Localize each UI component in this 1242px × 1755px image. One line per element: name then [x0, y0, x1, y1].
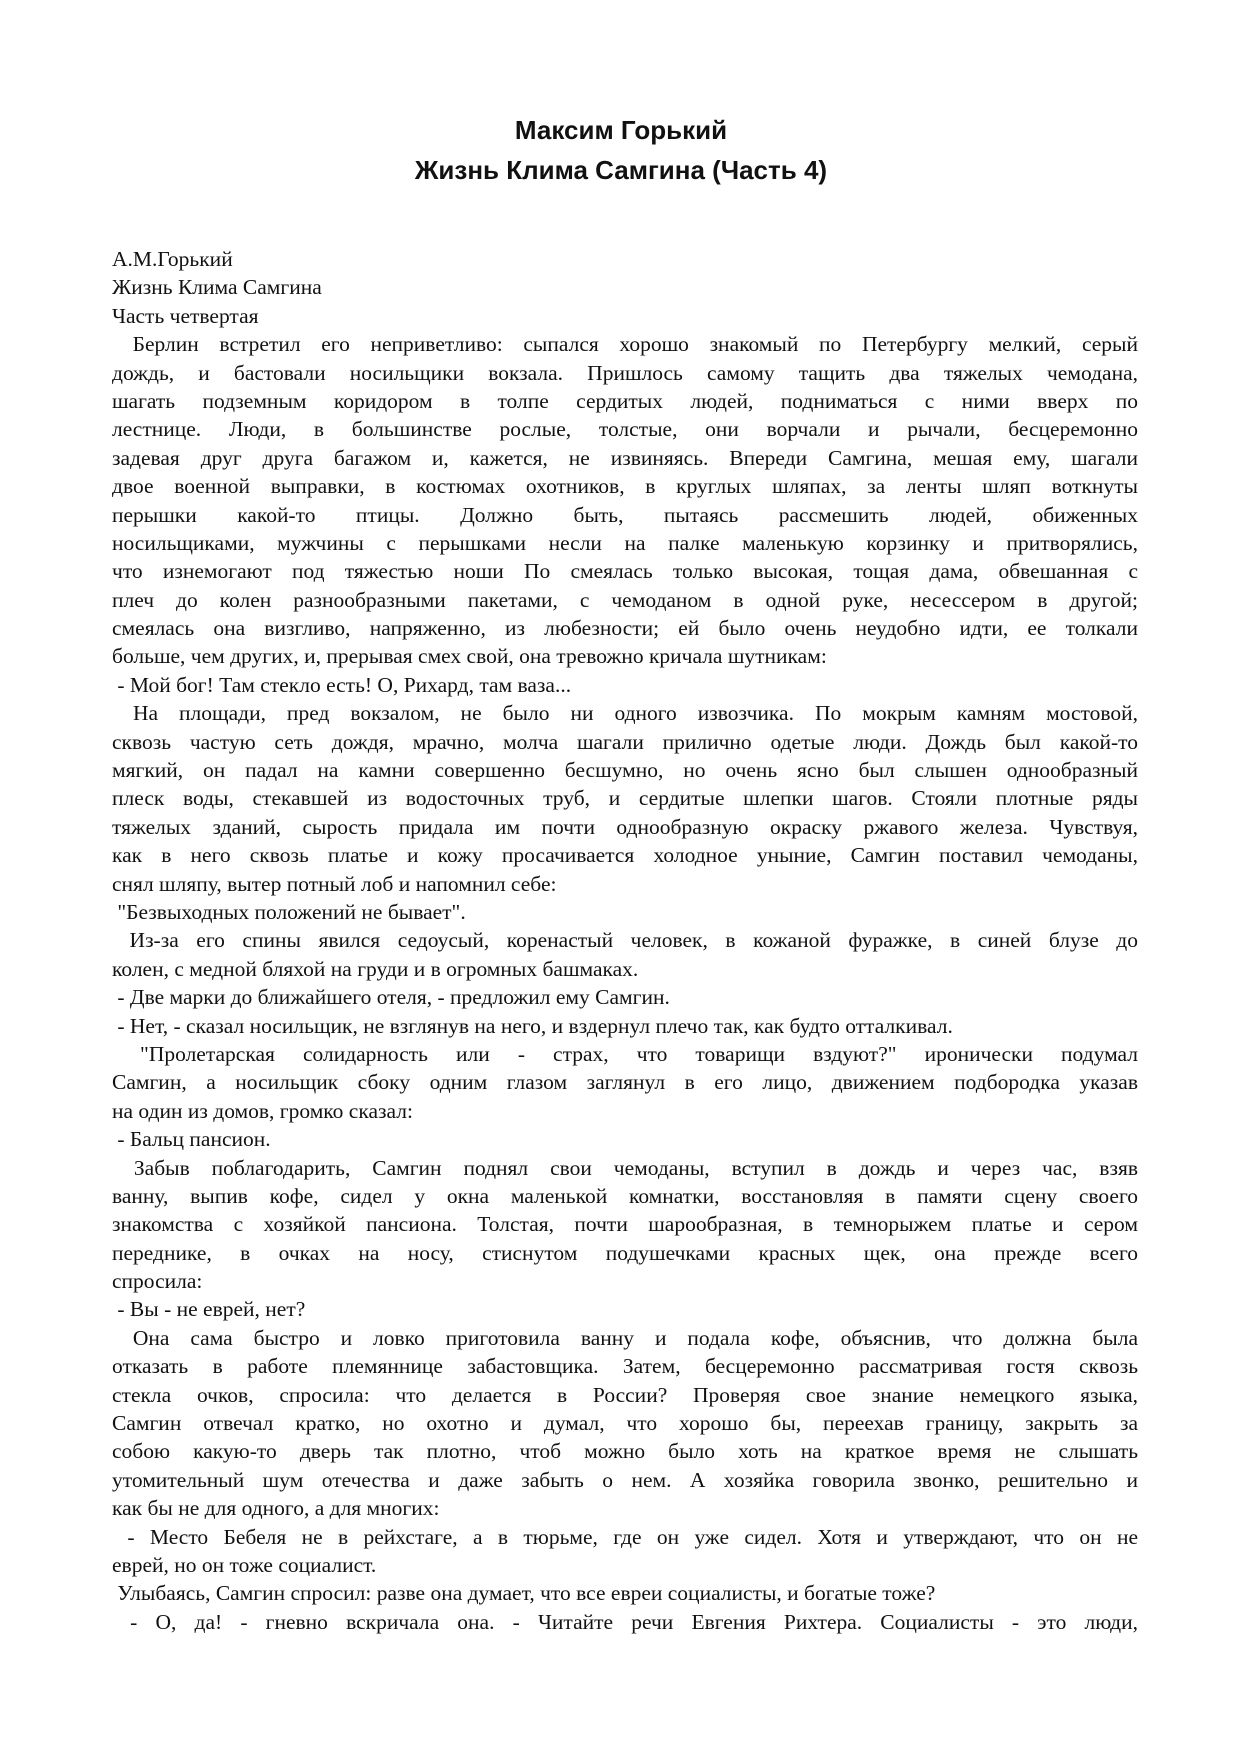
- text-line: Жизнь Клима Самгина: [112, 275, 322, 300]
- text-line: "Безвыходных положений не бывает".: [112, 899, 466, 924]
- text-line: Берлин встретил его неприветливо: сыпался хорошо знакомый по Петербургу мелкий, серый: [112, 332, 1138, 357]
- text-line: колен, с медной бляхой на груди и в огромных башмаках.: [112, 956, 639, 981]
- text-line: смеялась она визгливо, напряженно, из любезности; ей было очень неудобно идти, ее толкали: [112, 616, 1138, 641]
- text-line: перышки какой-то птицы. Должно быть, пытаясь рассмешить людей, обиженных: [112, 502, 1138, 527]
- text-line: - Вы - не еврей, нет?: [112, 1297, 306, 1322]
- text-line: тяжелых зданий, сырость придала им почти однообразную окраску ржавого железа. Чувствуя,: [112, 814, 1138, 839]
- text-line: как бы не для одного, а для многих:: [112, 1496, 440, 1521]
- text-line: Из-за его спины явился седоусый, коренастый человек, в кожаной фуражке, в синей блузе до: [112, 928, 1138, 953]
- text-line: что изнемогают под тяжестью ноши По смеялась только высокая, тощая дама, обвешанная с: [112, 559, 1138, 584]
- text-line: переднике, в очках на носу, стиснутом подушечками красных щек, она прежде всего: [112, 1240, 1138, 1265]
- text-line: еврей, но он тоже социалист.: [112, 1552, 377, 1577]
- text-line: Самгин, а носильщик сбоку одним глазом заглянул в его лицо, движением подбородка указав: [112, 1070, 1138, 1095]
- text-line: плеск воды, стекавшей из водосточных труб, и сердитые шлепки шагов. Стояли плотные ряды: [112, 786, 1138, 811]
- text-line: на один из домов, громко сказал:: [112, 1098, 413, 1123]
- text-line: мягкий, он падал на камни совершенно бесшумно, но очень ясно был слышен однообразный: [112, 758, 1138, 783]
- text-line: сквозь частую сеть дождя, мрачно, молча шагали прилично одетые люди. Дождь был какой-то: [112, 729, 1138, 754]
- text-line: собою какую-то дверь так плотно, чтоб можно было хоть на краткое время не слышать: [112, 1439, 1138, 1464]
- text-line: - Место Бебеля не в рейхстаге, а в тюрьме, где он уже сидел. Хотя и утверждают, что он не: [112, 1524, 1138, 1549]
- text-line: - Мой бог! Там стекло есть! О, Рихард, там ваза...: [112, 672, 572, 697]
- text-line: Самгин отвечал кратко, но охотно и думал, что хорошо бы, переехав границу, закрыть за: [112, 1411, 1138, 1436]
- text-line: А.М.Горький: [112, 247, 233, 271]
- text-line: Она сама быстро и ловко приготовила ванну и подала кофе, объяснив, что должна была: [112, 1325, 1138, 1350]
- text-line: - Две марки до ближайшего отеля, - предложил ему Самгин.: [112, 985, 670, 1010]
- text-line: дождь, и бастовали носильщики вокзала. Пришлось самому тащить два тяжелых чемодана,: [112, 360, 1138, 385]
- text-line: лестнице. Люди, в большинстве рослые, толстые, они ворчали и рычали, бесцеремонно: [112, 417, 1138, 442]
- text-line: знакомства с хозяйкой пансиона. Толстая, почти шарообразная, в темнорыжем платье и сером: [112, 1212, 1138, 1237]
- text-line: - Нет, - сказал носильщик, не взглянув на него, и вздернул плечо так, как будто отталкивал.: [112, 1013, 953, 1038]
- text-line: плеч до колен разнообразными пакетами, с чемоданом в одной руке, несессером в другой;: [112, 587, 1138, 612]
- author-heading: Максим Горький: [514, 115, 728, 145]
- text-line: носильщиками, мужчины с перышками несли на палке маленькую корзинку и притворялись,: [112, 530, 1138, 555]
- text-line: Улыбаясь, Самгин спросил: разве она думает, что все евреи социалисты, и богатые тоже?: [112, 1581, 936, 1606]
- text-line: двое военной выправки, в костюмах охотников, в круглых шляпах, за ленты шляп воткнуты: [112, 474, 1138, 499]
- text-line: отказать в работе племяннице забастовщика. Затем, бесцеремонно рассматривая гостя сквозь: [112, 1354, 1138, 1379]
- document-body: [112, 245, 1138, 1636]
- text-line: как в него сквозь платье и кожу просачивается холодное уныние, Самгин поставил чемоданы,: [112, 843, 1138, 868]
- text-line: ванну, выпив кофе, сидел у окна маленькой комнатки, восстановляя в памяти сцену своего: [112, 1183, 1138, 1208]
- text-line: На площади, пред вокзалом, не было ни одного извозчика. По мокрым камням мостовой,: [112, 701, 1138, 726]
- text-line: - Бальц пансион.: [112, 1127, 271, 1152]
- book-title-heading: Жизнь Клима Самгина (Часть 4): [414, 155, 828, 185]
- text-line: задевая друг друга багажом и, кажется, не извиняясь. Впереди Самгина, мешая ему, шагали: [112, 445, 1138, 470]
- text-line: - О, да! - гневно вскричала она. - Читайте речи Евгения Рихтера. Социалисты - это люди,: [112, 1609, 1138, 1634]
- text-line: снял шляпу, вытер потный лоб и напомнил себе:: [112, 871, 557, 896]
- text-line: утомительный шум отечества и даже забыть о нем. А хозяйка говорила звонко, решительно и: [112, 1467, 1138, 1492]
- text-line: шагать подземным коридором в толпе сердитых людей, подниматься с ними вверх по: [112, 388, 1138, 413]
- text-line: стекла очков, спросила: что делается в России? Проверяя свое знание немецкого языка,: [112, 1382, 1138, 1407]
- text-line: Забыв поблагодарить, Самгин поднял свои чемоданы, вступил в дождь и через час, взяв: [112, 1155, 1138, 1180]
- text-line: больше, чем других, и, прерывая смех свой, она тревожно кричала шутникам:: [112, 644, 827, 669]
- text-line: "Пролетарская солидарность или - страх, что товарищи вздуют?" иронически подумал: [112, 1041, 1138, 1066]
- text-line: Часть четвертая: [112, 303, 259, 328]
- text-line: спросила:: [112, 1269, 203, 1294]
